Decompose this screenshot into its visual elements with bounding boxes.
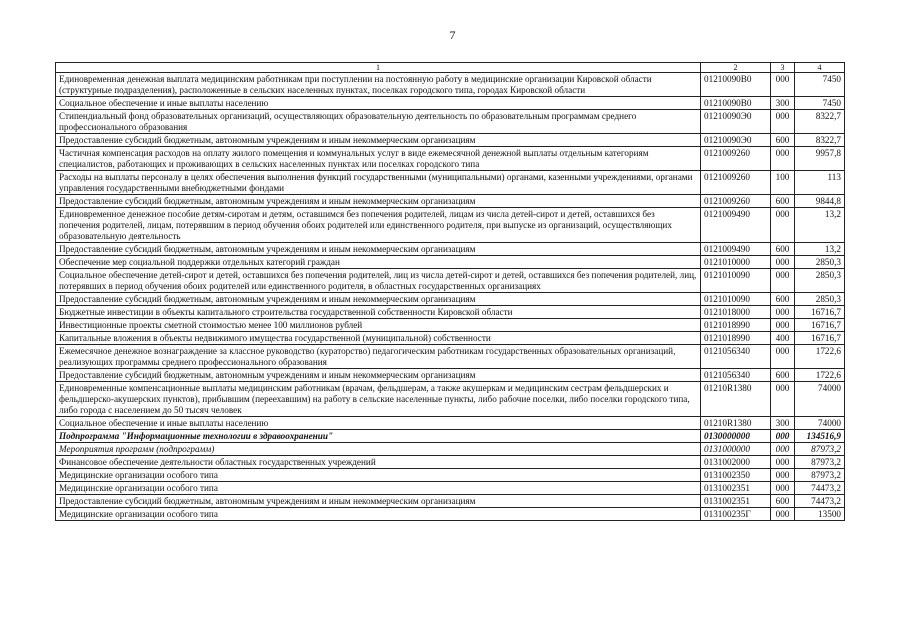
row-code: 01210R1380	[701, 417, 771, 430]
row-code: 0121009260	[701, 171, 771, 195]
row-type: 000	[771, 469, 795, 482]
row-code: 0121018990	[701, 332, 771, 345]
row-name: Подпрограмма "Информационные технологии в здравоохранении"	[56, 430, 701, 443]
row-name: Медицинские организации особого типа	[56, 469, 701, 482]
row-name: Расходы на выплаты персоналу в целях обеспечения выполнения функций государственными (муниципальными) органами, казенными учреждениями, органами управления государственными внебюджетными фондами	[56, 171, 701, 195]
row-name: Социальное обеспечение и иные выплаты населению	[56, 97, 701, 110]
row-code: 0131000000	[701, 443, 771, 456]
row-type: 600	[771, 495, 795, 508]
row-type: 400	[771, 332, 795, 345]
row-type: 000	[771, 482, 795, 495]
table-row	[56, 417, 845, 430]
table-row	[56, 97, 845, 110]
row-code: 013100235Г	[701, 508, 771, 521]
table-row	[56, 134, 845, 147]
row-name: Единовременное денежное пособие детям-сиротам и детям, оставшимся без попечения родителей, лицам из числа детей-сирот и детей, оставшихся без попечения родителей, лицам, потерявшим в период обучения обоих родителей или единственного родителя, при выпуске из организаций, осуществляющих образовательную деятельность	[56, 208, 701, 243]
row-name: Предоставление субсидий бюджетным, автономным учреждениям и иным некоммерческим организациям	[56, 293, 701, 306]
header-col-1: 1	[56, 63, 701, 73]
row-code: 0131002351	[701, 482, 771, 495]
row-amount: 74000	[795, 382, 845, 417]
table-row	[56, 345, 845, 369]
row-type: 600	[771, 195, 795, 208]
row-code: 0131002350	[701, 469, 771, 482]
row-amount: 87973,2	[795, 456, 845, 469]
row-code: 0121056340	[701, 345, 771, 369]
row-name: Инвестиционные проекты сметной стоимостью менее 100 миллионов рублей	[56, 319, 701, 332]
row-name: Бюджетные инвестиции в объекты капитального строительства государственной собственности Кировской области	[56, 306, 701, 319]
row-name: Единовременные компенсационные выплаты медицинским работникам (врачам, фельдшерам, а также акушеркам и медицинским сестрам фельдшерских и фельдшерско-акушерских пунктов), прибывшим (переехавшим) на работу в сельские населенные пункты, либо рабочие поселки, либо поселки городского типа, либо города с населением до 50 тысяч человек	[56, 382, 701, 417]
table-row	[56, 319, 845, 332]
row-code: 01210090Э0	[701, 110, 771, 134]
row-type: 000	[771, 110, 795, 134]
table-row	[56, 495, 845, 508]
row-name: Частичная компенсация расходов на оплату жилого помещения и коммунальных услуг в виде ежемесячной денежной выплаты отдельным категориям специалистов, работающих и проживающих в сельских населенных пунктах или поселках городского типа	[56, 147, 701, 171]
row-amount: 74000	[795, 417, 845, 430]
row-code: 01210090В0	[701, 97, 771, 110]
row-code: 0121018000	[701, 306, 771, 319]
table-row	[56, 171, 845, 195]
row-amount: 13,2	[795, 243, 845, 256]
table-row	[56, 469, 845, 482]
budget-table	[55, 62, 845, 521]
row-code: 0121056340	[701, 369, 771, 382]
row-name: Социальное обеспечение и иные выплаты населению	[56, 417, 701, 430]
table-row	[56, 482, 845, 495]
table-row	[56, 369, 845, 382]
row-name: Единовременная денежная выплата медицинским работникам при поступлении на постоянную работу в медицинские организации Кировской области (структурные подразделения), расположенные в сельских населенных пунктах, поселках городского типа, городах Кировской области	[56, 73, 701, 97]
row-amount: 2850,3	[795, 293, 845, 306]
table-row	[56, 508, 845, 521]
row-name: Предоставление субсидий бюджетным, автономным учреждениям и иным некоммерческим организациям	[56, 134, 701, 147]
table-row	[56, 332, 845, 345]
row-code: 01210090Э0	[701, 134, 771, 147]
row-amount: 2850,3	[795, 269, 845, 293]
row-name: Мероприятия программ (подпрограмм)	[56, 443, 701, 456]
row-code: 0121010000	[701, 256, 771, 269]
row-type: 000	[771, 345, 795, 369]
row-type: 000	[771, 508, 795, 521]
row-type: 000	[771, 208, 795, 243]
row-name: Стипендиальный фонд образовательных организаций, осуществляющих образовательную деятельность по образовательным программам среднего профессионального образования	[56, 110, 701, 134]
row-amount: 16716,7	[795, 332, 845, 345]
row-amount: 9957,8	[795, 147, 845, 171]
row-type: 000	[771, 147, 795, 171]
page-number: 7	[449, 28, 456, 42]
row-name: Медицинские организации особого типа	[56, 482, 701, 495]
row-amount: 113	[795, 171, 845, 195]
row-code: 0121009490	[701, 208, 771, 243]
row-amount: 9844,8	[795, 195, 845, 208]
row-amount: 16716,7	[795, 306, 845, 319]
row-amount: 7450	[795, 73, 845, 97]
header-col-3: 3	[771, 63, 795, 73]
row-amount: 7450	[795, 97, 845, 110]
row-type: 000	[771, 456, 795, 469]
row-name: Социальное обеспечение детей-сирот и детей, оставшихся без попечения родителей, лиц из числа детей-сирот и детей, оставшихся без попечения родителей, лиц, потерявших в период обучения обоих родителей или единственного родителя, в областных государственных организациях	[56, 269, 701, 293]
row-code: 01210090В0	[701, 73, 771, 97]
row-type: 300	[771, 97, 795, 110]
row-type: 600	[771, 134, 795, 147]
row-amount: 1722,6	[795, 345, 845, 369]
row-amount: 8322,7	[795, 110, 845, 134]
budget-table-body	[56, 63, 845, 521]
row-code: 0121010090	[701, 269, 771, 293]
row-code: 0121009260	[701, 147, 771, 171]
row-code: 0121009260	[701, 195, 771, 208]
table-row	[56, 147, 845, 171]
row-name: Медицинские организации особого типа	[56, 508, 701, 521]
table-row	[56, 73, 845, 97]
table-row	[56, 430, 845, 443]
row-amount: 8322,7	[795, 134, 845, 147]
row-name: Финансовое обеспечение деятельности областных государственных учреждений	[56, 456, 701, 469]
row-name: Предоставление субсидий бюджетным, автономным учреждениям и иным некоммерческим организациям	[56, 495, 701, 508]
row-type: 000	[771, 319, 795, 332]
row-type: 000	[771, 382, 795, 417]
table-row	[56, 110, 845, 134]
row-amount: 134516,9	[795, 430, 845, 443]
row-type: 000	[771, 73, 795, 97]
row-type: 000	[771, 443, 795, 456]
row-type: 000	[771, 430, 795, 443]
table-row	[56, 293, 845, 306]
row-code: 0131002351	[701, 495, 771, 508]
row-name: Предоставление субсидий бюджетным, автономным учреждениям и иным некоммерческим организациям	[56, 195, 701, 208]
table-row	[56, 306, 845, 319]
table-row	[56, 382, 845, 417]
table-row	[56, 456, 845, 469]
row-amount: 87973,2	[795, 469, 845, 482]
row-code: 0130000000	[701, 430, 771, 443]
row-amount: 87973,2	[795, 443, 845, 456]
row-code: 01210R1380	[701, 382, 771, 417]
row-code: 0131002000	[701, 456, 771, 469]
table-header-row	[56, 63, 845, 73]
row-name: Обеспечение мер социальной поддержки отдельных категорий граждан	[56, 256, 701, 269]
table-row	[56, 208, 845, 243]
row-type: 100	[771, 171, 795, 195]
header-col-4: 4	[795, 63, 845, 73]
table-row	[56, 443, 845, 456]
header-col-2: 2	[701, 63, 771, 73]
table-row	[56, 195, 845, 208]
row-name: Ежемесячное денежное вознаграждение за классное руководство (кураторство) педагогическим работникам государственных образовательных организаций, реализующих программы среднего профессионального образования	[56, 345, 701, 369]
row-code: 0121018990	[701, 319, 771, 332]
row-amount: 1722,6	[795, 369, 845, 382]
row-type: 000	[771, 269, 795, 293]
row-amount: 16716,7	[795, 319, 845, 332]
row-amount: 13,2	[795, 208, 845, 243]
table-row	[56, 243, 845, 256]
row-type: 000	[771, 256, 795, 269]
row-name: Предоставление субсидий бюджетным, автономным учреждениям и иным некоммерческим организациям	[56, 369, 701, 382]
row-name: Предоставление субсидий бюджетным, автономным учреждениям и иным некоммерческим организациям	[56, 243, 701, 256]
row-type: 600	[771, 369, 795, 382]
row-type: 600	[771, 293, 795, 306]
row-amount: 13500	[795, 508, 845, 521]
row-code: 0121009490	[701, 243, 771, 256]
row-type: 300	[771, 417, 795, 430]
row-amount: 74473,2	[795, 482, 845, 495]
table-row	[56, 256, 845, 269]
row-type: 000	[771, 306, 795, 319]
row-amount: 74473,2	[795, 495, 845, 508]
row-amount: 2850,3	[795, 256, 845, 269]
row-code: 0121010090	[701, 293, 771, 306]
table-row	[56, 269, 845, 293]
row-name: Капитальные вложения в объекты недвижимого имущества государственной (муниципальной) собственности	[56, 332, 701, 345]
row-type: 600	[771, 243, 795, 256]
